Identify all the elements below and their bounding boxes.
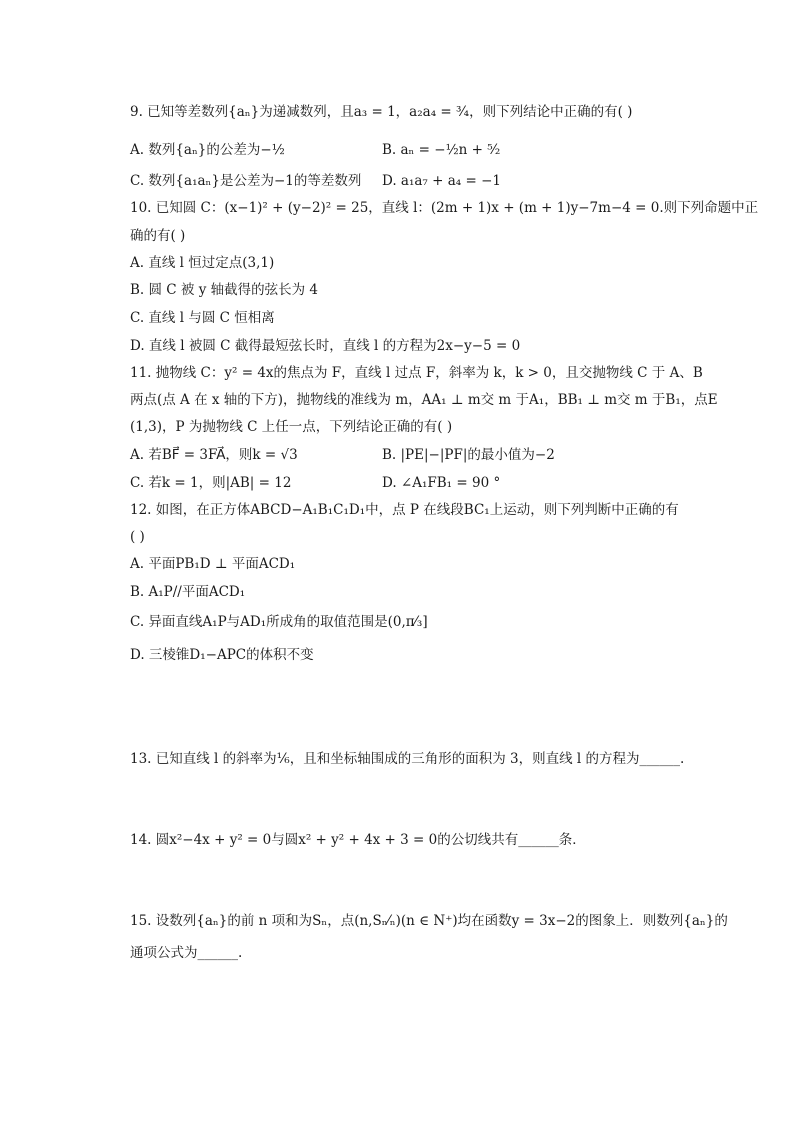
q12-option-d: D. 三棱锥D₁−APC的体积不变 <box>130 647 314 663</box>
q9-option-a: A. 数列{aₙ}的公差为−½ <box>130 142 285 158</box>
q9-option-b: B. aₙ = −½n + ⁵⁄₂ <box>382 142 501 158</box>
q11-option-a: A. 若BF⃗ = 3FA⃗，则k = √3 <box>130 447 298 463</box>
q12-option-b: B. A₁P//平面ACD₁ <box>130 584 246 600</box>
q10-option-d: D. 直线 l 被圆 C 截得最短弦长时，直线 l 的方程为2x−y−5 = 0 <box>130 338 521 354</box>
q11-option-d: D. ∠A₁FB₁ = 90 ° <box>382 475 501 491</box>
q15-stem-line1: 15. 设数列{aₙ}的前 n 项和为Sₙ，点(n,Sₙ⁄ₙ)(n ∈ N⁺)均在函数y = 3x−2的图象上．则数列{aₙ}的 <box>130 913 728 929</box>
q12-option-c: C. 异面直线A₁P与AD₁所成角的取值范围是(0,π⁄₃] <box>130 614 428 630</box>
q11-option-c: C. 若k = 1，则|AB| = 12 <box>130 475 292 491</box>
q11-option-b: B. |PE|−|PF|的最小值为−2 <box>382 447 555 463</box>
q12-option-a: A. 平面PB₁D ⊥ 平面ACD₁ <box>130 556 296 572</box>
q13-stem: 13. 已知直线 l 的斜率为⅙，且和坐标轴围成的三角形的面积为 3，则直线 l 的方程为______. <box>130 751 685 767</box>
q11-stem-line2: 两点(点 A 在 x 轴的下方)，抛物线的准线为 m，AA₁ ⊥ m交 m 于A₁，BB₁ ⊥ m交 m 于B₁，点E <box>130 392 718 408</box>
q9-stem: 9. 已知等差数列{aₙ}为递减数列，且a₃ = 1，a₂a₄ = ³⁄₄，则下列结论中正确的有( ) <box>130 104 633 120</box>
q11-stem-line3: (1,3)，P 为抛物线 C 上任一点，下列结论正确的有( ) <box>130 419 453 435</box>
q10-option-b: B. 圆 C 被 y 轴截得的弦长为 4 <box>130 282 319 298</box>
q9-option-c: C. 数列{a₁aₙ}是公差为−1的等差数列 <box>130 173 362 189</box>
q11-stem-line1: 11. 抛物线 C：y² = 4x的焦点为 F，直线 l 过点 F，斜率为 k，k > 0，且交抛物线 C 于 A、B <box>130 365 703 381</box>
q15-stem-line2: 通项公式为______. <box>130 945 243 961</box>
q9-option-d: D. a₁a₇ + a₄ = −1 <box>382 173 501 189</box>
q10-stem-line1: 10. 已知圆 C：(x−1)² + (y−2)² = 25，直线 l：(2m + 1)x + (m + 1)y−7m−4 = 0.则下列命题中正 <box>130 200 759 216</box>
q12-stem-line1: 12. 如图，在正方体ABCD−A₁B₁C₁D₁中，点 P 在线段BC₁上运动，则下列判断中正确的有 <box>130 502 679 518</box>
q12-stem-line2: ( ) <box>130 529 145 545</box>
q14-stem: 14. 圆x²−4x + y² = 0与圆x² + y² + 4x + 3 = 0的公切线共有______条． <box>130 832 586 848</box>
q10-option-c: C. 直线 l 与圆 C 恒相离 <box>130 310 275 326</box>
q10-option-a: A. 直线 l 恒过定点(3,1) <box>130 255 275 271</box>
q10-stem-line2: 确的有( ) <box>130 228 186 244</box>
